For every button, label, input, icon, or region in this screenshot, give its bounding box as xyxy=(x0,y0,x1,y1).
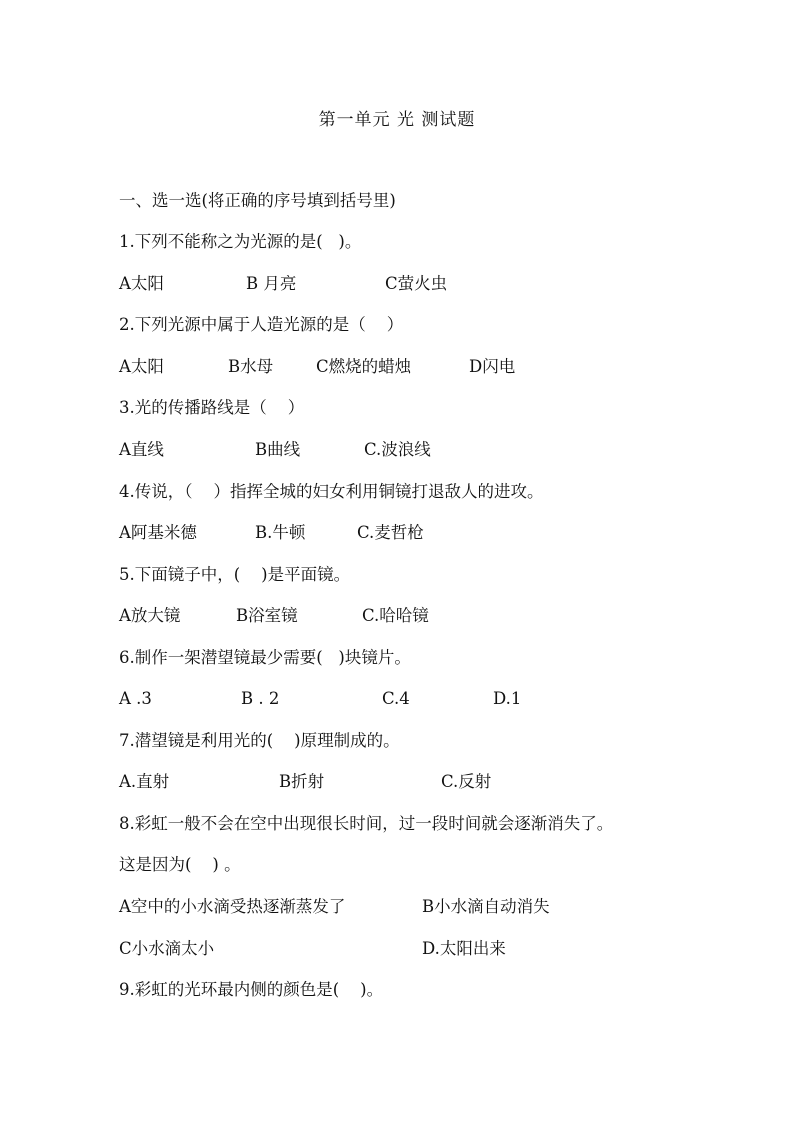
question-5-option-a: A放大镜 xyxy=(119,606,181,625)
question-6-option-d: D.1 xyxy=(493,689,522,708)
question-4-stem: 4.传说，（ ）指挥全城的妇女利用铜镜打退敌人的进攻。 xyxy=(119,482,544,501)
question-7-option-b: B折射 xyxy=(279,772,325,791)
question-6-option-c: C.4 xyxy=(382,689,410,708)
question-5-option-c: C.哈哈镜 xyxy=(362,606,429,625)
section-heading: 一、选一选(将正确的序号填到括号里) xyxy=(119,191,396,210)
question-2-option-c: C燃烧的蜡烛 xyxy=(316,357,412,376)
question-5-option-b: B浴室镜 xyxy=(236,606,298,625)
question-1-option-c: C萤火虫 xyxy=(385,274,448,293)
question-8-option-a: A空中的小水滴受热逐渐蒸发了 xyxy=(119,897,346,916)
question-2-stem: 2.下列光源中属于人造光源的是（ ） xyxy=(119,315,404,334)
question-2-option-d: D闪电 xyxy=(469,357,516,376)
question-4-option-c: C.麦哲枪 xyxy=(357,523,424,542)
question-8-option-d: D.太阳出来 xyxy=(422,939,506,958)
question-6-option-a: A .3 xyxy=(119,689,152,708)
question-8-stem-continued: 这是因为( ) 。 xyxy=(119,855,241,874)
question-6-stem: 6.制作一架潜望镜最少需要( )块镜片。 xyxy=(119,648,411,667)
question-9-stem: 9.彩虹的光环最内侧的颜色是( )。 xyxy=(119,980,384,999)
question-3-stem: 3.光的传播路线是（ ） xyxy=(119,398,305,417)
question-5-stem: 5.下面镜子中，( )是平面镜。 xyxy=(119,565,351,584)
question-2-option-a: A太阳 xyxy=(119,357,164,376)
question-8-option-b: B小水滴自动消失 xyxy=(422,897,550,916)
question-1-option-a: A太阳 xyxy=(119,274,164,293)
question-1-stem: 1.下列不能称之为光源的是( )。 xyxy=(119,232,362,251)
question-3-option-a: A直线 xyxy=(119,440,164,459)
question-6-option-b: B . 2 xyxy=(241,689,280,708)
question-7-option-a: A.直射 xyxy=(119,772,170,791)
question-7-stem: 7.潜望镜是利用光的( )原理制成的。 xyxy=(119,731,400,750)
question-7-option-c: C.反射 xyxy=(441,772,492,791)
question-3-option-c: C.波浪线 xyxy=(364,440,431,459)
question-1-option-b: B 月亮 xyxy=(246,274,297,293)
question-2-option-b: B水母 xyxy=(228,357,274,376)
page-title: 第一单元 光 测试题 xyxy=(318,110,476,130)
question-8-option-c: C小水滴太小 xyxy=(119,939,215,958)
question-4-option-b: B.牛顿 xyxy=(255,523,306,542)
question-8-stem: 8.彩虹一般不会在空中出现很长时间，过一段时间就会逐渐消失了。 xyxy=(119,814,614,833)
question-4-option-a: A阿基米德 xyxy=(119,523,197,542)
question-3-option-b: B曲线 xyxy=(255,440,301,459)
